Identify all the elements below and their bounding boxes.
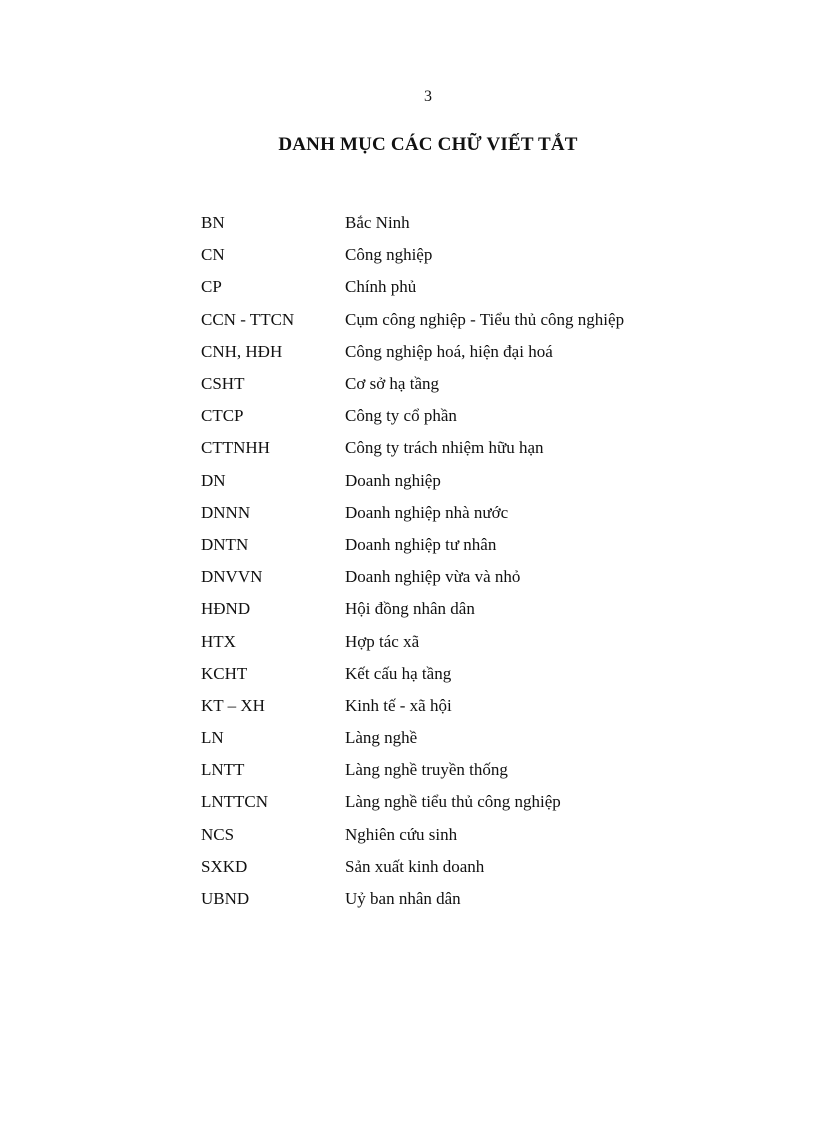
abbreviation-term: KCHT [201, 663, 248, 683]
abbreviation-term: DNTN [201, 534, 249, 554]
abbreviation-row [201, 561, 624, 593]
abbreviation-list [201, 207, 624, 915]
abbreviation-term: DNVVN [201, 567, 263, 587]
abbreviation-meaning: Công ty cổ phần [345, 406, 457, 426]
abbreviation-term: CSHT [201, 374, 245, 394]
abbreviation-meaning: Hợp tác xã [345, 631, 420, 651]
abbreviation-term: CCN - TTCN [201, 309, 295, 329]
abbreviation-term: LNTTCN [201, 792, 269, 812]
abbreviation-meaning: Cụm công nghiệp - Tiểu thủ công nghiệp [345, 309, 625, 329]
abbreviation-term: CNH, HĐH [201, 341, 283, 361]
abbreviation-term: BN [201, 213, 225, 233]
abbreviation-row [201, 690, 624, 722]
abbreviation-row [201, 304, 624, 336]
abbreviation-meaning: Hội đồng nhân dân [345, 599, 475, 619]
abbreviation-term: CP [201, 277, 222, 297]
abbreviation-row [201, 658, 624, 690]
abbreviation-term: LNTT [201, 760, 245, 780]
abbreviation-term: LN [201, 728, 224, 748]
abbreviation-row [201, 239, 624, 271]
abbreviation-row [201, 207, 624, 239]
abbreviation-term: CTCP [201, 406, 244, 426]
abbreviation-meaning: Bắc Ninh [345, 213, 410, 233]
abbreviation-meaning: Làng nghề [345, 728, 418, 748]
abbreviation-row [201, 786, 624, 818]
abbreviation-term: DNNN [201, 502, 251, 522]
abbreviation-meaning: Làng nghề tiểu thủ công nghiệp [345, 792, 561, 812]
abbreviation-row [201, 754, 624, 786]
abbreviation-meaning: Kinh tế - xã hội [345, 695, 452, 715]
abbreviation-meaning: Công nghiệp hoá, hiện đại hoá [345, 341, 553, 361]
abbreviation-row [201, 722, 624, 754]
abbreviation-meaning: Doanh nghiệp nhà nước [345, 502, 509, 522]
abbreviation-row [201, 883, 624, 915]
abbreviation-row [201, 529, 624, 561]
abbreviation-row [201, 465, 624, 497]
abbreviation-row [201, 593, 624, 625]
abbreviation-row [201, 851, 624, 883]
abbreviation-meaning: Chính phủ [345, 277, 417, 297]
abbreviation-term: HĐND [201, 599, 251, 619]
page-number: 3 [424, 88, 432, 105]
abbreviation-term: UBND [201, 889, 250, 909]
abbreviation-row [201, 271, 624, 303]
abbreviation-term: HTX [201, 631, 236, 651]
abbreviation-term: KT – XH [201, 695, 265, 715]
abbreviation-term: CN [201, 245, 225, 265]
abbreviation-term: NCS [201, 824, 235, 844]
abbreviation-meaning: Công ty trách nhiệm hữu hạn [345, 438, 544, 458]
abbreviation-meaning: Làng nghề truyền thống [345, 760, 508, 780]
page-title: DANH MỤC CÁC CHỮ VIẾT TẮT [278, 134, 578, 155]
abbreviation-meaning: Công nghiệp [345, 245, 433, 265]
abbreviation-meaning: Kết cấu hạ tầng [345, 663, 452, 683]
abbreviation-term: CTTNHH [201, 438, 270, 458]
abbreviation-meaning: Cơ sở hạ tầng [345, 374, 439, 394]
abbreviation-row [201, 400, 624, 432]
abbreviation-row [201, 336, 624, 368]
abbreviation-term: DN [201, 470, 226, 490]
abbreviation-row [201, 432, 624, 464]
abbreviation-meaning: Sản xuất kinh doanh [345, 856, 485, 876]
abbreviation-meaning: Doanh nghiệp tư nhân [345, 534, 497, 554]
abbreviation-meaning: Uỷ ban nhân dân [345, 889, 461, 909]
abbreviation-row [201, 497, 624, 529]
abbreviation-meaning: Doanh nghiệp [345, 470, 441, 490]
abbreviation-row [201, 819, 624, 851]
abbreviation-meaning: Doanh nghiệp vừa và nhỏ [345, 567, 521, 587]
abbreviation-row [201, 625, 624, 657]
abbreviation-meaning: Nghiên cứu sinh [345, 824, 458, 844]
abbreviation-term: SXKD [201, 856, 248, 876]
abbreviation-row [201, 368, 624, 400]
